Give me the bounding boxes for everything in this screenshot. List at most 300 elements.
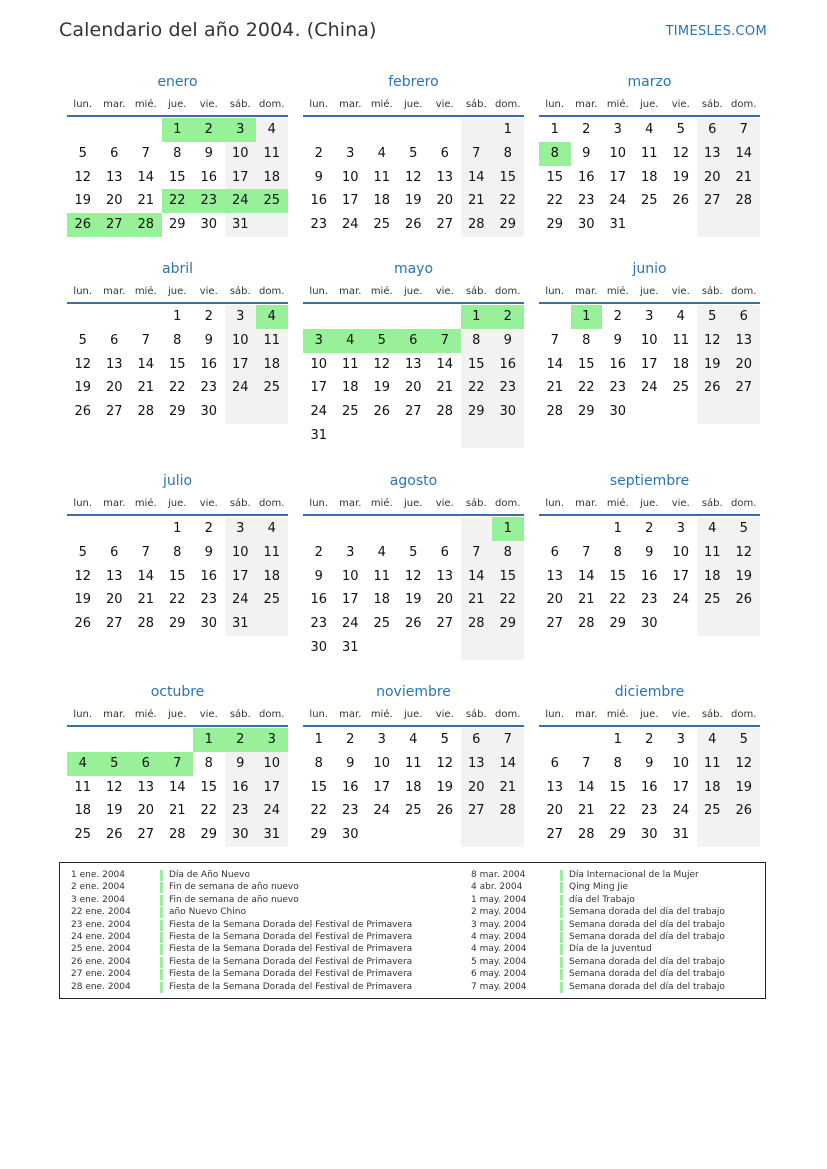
day-cell[interactable]: 2 [492, 305, 524, 329]
day-cell[interactable]: 25 [256, 376, 288, 400]
day-cell[interactable]: 19 [728, 565, 760, 589]
day-cell[interactable]: 1 [162, 118, 194, 142]
day-cell[interactable]: 16 [200, 568, 218, 584]
day-cell[interactable]: 29 [609, 827, 627, 843]
day-cell[interactable]: 23 [193, 189, 225, 213]
day-cell[interactable]: 13 [461, 752, 493, 776]
day-cell[interactable]: 5 [728, 517, 760, 541]
day-cell[interactable]: 2 [314, 145, 323, 161]
day-cell[interactable]: 5 [366, 329, 398, 353]
day-cell[interactable]: 7 [582, 544, 591, 560]
day-cell[interactable]: 19 [105, 803, 123, 819]
day-cell[interactable]: 17 [310, 380, 328, 396]
day-cell[interactable]: 6 [440, 544, 449, 560]
day-cell[interactable]: 2 [613, 309, 622, 324]
day-cell[interactable]: 30 [200, 217, 218, 233]
day-cell[interactable]: 29 [461, 400, 493, 424]
day-cell[interactable]: 19 [74, 592, 92, 608]
day-cell[interactable]: 29 [310, 827, 328, 843]
day-cell[interactable]: 2 [346, 732, 355, 747]
day-cell[interactable]: 17 [225, 166, 257, 190]
day-cell[interactable]: 8 [582, 332, 591, 348]
day-cell[interactable]: 21 [461, 189, 493, 213]
day-cell[interactable]: 8 [204, 755, 213, 771]
day-cell[interactable]: 9 [613, 332, 622, 348]
day-cell[interactable]: 27 [99, 213, 131, 237]
day-cell[interactable]: 24 [373, 803, 391, 819]
day-cell[interactable]: 11 [341, 356, 359, 372]
day-cell[interactable]: 1 [492, 517, 524, 541]
day-cell[interactable]: 30 [492, 400, 524, 424]
day-cell[interactable]: 18 [404, 779, 422, 795]
day-cell[interactable]: 1 [173, 521, 182, 536]
day-cell[interactable]: 24 [341, 616, 359, 632]
day-cell[interactable]: 20 [546, 592, 564, 608]
day-cell[interactable]: 28 [168, 827, 186, 843]
day-cell[interactable]: 21 [577, 592, 595, 608]
day-cell[interactable]: 11 [373, 169, 391, 185]
day-cell[interactable]: 24 [672, 803, 690, 819]
day-cell[interactable]: 3 [225, 305, 257, 329]
day-cell[interactable]: 1 [571, 305, 603, 329]
day-cell[interactable]: 24 [225, 588, 257, 612]
day-cell[interactable]: 3 [256, 728, 288, 752]
day-cell[interactable]: 16 [200, 356, 218, 372]
day-cell[interactable]: 19 [74, 380, 92, 396]
day-cell[interactable]: 1 [173, 309, 182, 324]
day-cell[interactable]: 7 [461, 142, 493, 166]
day-cell[interactable]: 3 [346, 145, 355, 161]
day-cell[interactable]: 9 [582, 145, 591, 161]
day-cell[interactable]: 3 [377, 732, 386, 747]
day-cell[interactable]: 12 [404, 169, 422, 185]
day-cell[interactable]: 23 [341, 803, 359, 819]
day-cell[interactable]: 27 [404, 404, 422, 420]
day-cell[interactable]: 4 [67, 752, 99, 776]
day-cell[interactable]: 17 [672, 568, 690, 584]
day-cell[interactable]: 13 [105, 169, 123, 185]
day-cell[interactable]: 9 [204, 544, 213, 560]
day-cell[interactable]: 3 [225, 517, 257, 541]
day-cell[interactable]: 21 [492, 776, 524, 800]
day-cell[interactable]: 2 [645, 521, 654, 536]
day-cell[interactable]: 25 [672, 380, 690, 396]
day-cell[interactable]: 6 [728, 305, 760, 329]
day-cell[interactable]: 9 [204, 332, 213, 348]
day-cell[interactable]: 2 [582, 122, 591, 137]
day-cell[interactable]: 8 [314, 755, 323, 771]
day-cell[interactable]: 13 [137, 779, 155, 795]
day-cell[interactable]: 16 [609, 356, 627, 372]
day-cell[interactable]: 25 [404, 803, 422, 819]
day-cell[interactable]: 25 [640, 193, 658, 209]
day-cell[interactable]: 21 [577, 803, 595, 819]
day-cell[interactable]: 6 [130, 752, 162, 776]
day-cell[interactable]: 3 [225, 118, 257, 142]
day-cell[interactable]: 4 [377, 544, 386, 560]
day-cell[interactable]: 18 [256, 565, 288, 589]
day-cell[interactable]: 7 [141, 145, 150, 161]
day-cell[interactable]: 21 [461, 588, 493, 612]
day-cell[interactable]: 12 [697, 329, 729, 353]
day-cell[interactable]: 25 [256, 189, 288, 213]
day-cell[interactable]: 12 [672, 145, 690, 161]
site-link[interactable]: TIMESLES.COM [665, 24, 767, 39]
day-cell[interactable]: 31 [256, 823, 288, 847]
day-cell[interactable]: 12 [728, 752, 760, 776]
day-cell[interactable]: 6 [110, 145, 119, 161]
day-cell[interactable]: 23 [200, 380, 218, 396]
day-cell[interactable]: 29 [609, 616, 627, 632]
day-cell[interactable]: 21 [137, 380, 155, 396]
day-cell[interactable]: 27 [137, 827, 155, 843]
day-cell[interactable]: 19 [728, 776, 760, 800]
day-cell[interactable]: 10 [672, 755, 690, 771]
day-cell[interactable]: 28 [577, 827, 595, 843]
day-cell[interactable]: 29 [200, 827, 218, 843]
day-cell[interactable]: 27 [546, 827, 564, 843]
day-cell[interactable]: 10 [225, 541, 257, 565]
day-cell[interactable]: 22 [492, 588, 524, 612]
day-cell[interactable]: 12 [74, 169, 92, 185]
day-cell[interactable]: 3 [303, 329, 335, 353]
day-cell[interactable]: 5 [99, 752, 131, 776]
day-cell[interactable]: 29 [168, 404, 186, 420]
day-cell[interactable]: 17 [341, 592, 359, 608]
day-cell[interactable]: 4 [409, 732, 418, 747]
day-cell[interactable]: 3 [676, 732, 685, 747]
day-cell[interactable]: 11 [697, 752, 729, 776]
day-cell[interactable]: 4 [377, 145, 386, 161]
day-cell[interactable]: 28 [436, 404, 454, 420]
day-cell[interactable]: 14 [137, 169, 155, 185]
day-cell[interactable]: 15 [200, 779, 218, 795]
day-cell[interactable]: 17 [256, 776, 288, 800]
day-cell[interactable]: 3 [346, 544, 355, 560]
day-cell[interactable]: 16 [200, 169, 218, 185]
day-cell[interactable]: 6 [461, 728, 493, 752]
day-cell[interactable]: 21 [137, 193, 155, 209]
day-cell[interactable]: 15 [492, 166, 524, 190]
day-cell[interactable]: 16 [310, 193, 328, 209]
day-cell[interactable]: 14 [436, 356, 454, 372]
day-cell[interactable]: 21 [137, 592, 155, 608]
day-cell[interactable]: 23 [200, 592, 218, 608]
day-cell[interactable]: 14 [546, 356, 564, 372]
day-cell[interactable]: 16 [225, 776, 257, 800]
day-cell[interactable]: 5 [676, 122, 685, 137]
day-cell[interactable]: 27 [461, 799, 493, 823]
day-cell[interactable]: 9 [645, 755, 654, 771]
day-cell[interactable]: 26 [74, 616, 92, 632]
day-cell[interactable]: 14 [461, 565, 493, 589]
day-cell[interactable]: 2 [645, 732, 654, 747]
day-cell[interactable]: 16 [492, 353, 524, 377]
day-cell[interactable]: 11 [256, 541, 288, 565]
day-cell[interactable]: 16 [310, 592, 328, 608]
day-cell[interactable]: 18 [373, 592, 391, 608]
day-cell[interactable]: 7 [141, 332, 150, 348]
day-cell[interactable]: 4 [256, 517, 288, 541]
day-cell[interactable]: 25 [697, 588, 729, 612]
day-cell[interactable]: 12 [436, 755, 454, 771]
day-cell[interactable]: 29 [546, 217, 564, 233]
day-cell[interactable]: 8 [461, 329, 493, 353]
day-cell[interactable]: 27 [697, 189, 729, 213]
day-cell[interactable]: 17 [341, 193, 359, 209]
day-cell[interactable]: 23 [640, 592, 658, 608]
day-cell[interactable]: 19 [404, 592, 422, 608]
day-cell[interactable]: 20 [105, 380, 123, 396]
day-cell[interactable]: 5 [728, 728, 760, 752]
day-cell[interactable]: 24 [310, 404, 328, 420]
day-cell[interactable]: 7 [461, 541, 493, 565]
day-cell[interactable]: 14 [461, 166, 493, 190]
day-cell[interactable]: 19 [373, 380, 391, 396]
day-cell[interactable]: 8 [492, 541, 524, 565]
day-cell[interactable]: 17 [225, 565, 257, 589]
day-cell[interactable]: 20 [697, 166, 729, 190]
day-cell[interactable]: 26 [404, 616, 422, 632]
day-cell[interactable]: 19 [436, 779, 454, 795]
day-cell[interactable]: 27 [546, 616, 564, 632]
day-cell[interactable]: 11 [640, 145, 658, 161]
day-cell[interactable]: 4 [256, 118, 288, 142]
day-cell[interactable]: 4 [697, 728, 729, 752]
day-cell[interactable]: 26 [67, 213, 99, 237]
day-cell[interactable]: 9 [346, 755, 355, 771]
day-cell[interactable]: 15 [310, 779, 328, 795]
day-cell[interactable]: 18 [697, 565, 729, 589]
day-cell[interactable]: 6 [110, 544, 119, 560]
day-cell[interactable]: 27 [105, 616, 123, 632]
day-cell[interactable]: 18 [640, 169, 658, 185]
day-cell[interactable]: 13 [546, 568, 564, 584]
day-cell[interactable]: 9 [314, 568, 323, 584]
day-cell[interactable]: 13 [105, 356, 123, 372]
day-cell[interactable]: 28 [461, 213, 493, 237]
day-cell[interactable]: 16 [640, 779, 658, 795]
day-cell[interactable]: 1 [613, 732, 622, 747]
day-cell[interactable]: 2 [204, 521, 213, 536]
day-cell[interactable]: 30 [310, 639, 328, 655]
day-cell[interactable]: 21 [168, 803, 186, 819]
day-cell[interactable]: 28 [492, 799, 524, 823]
day-cell[interactable]: 13 [728, 329, 760, 353]
day-cell[interactable]: 30 [609, 404, 627, 420]
day-cell[interactable]: 3 [645, 309, 654, 324]
day-cell[interactable]: 15 [546, 169, 564, 185]
day-cell[interactable]: 1 [613, 521, 622, 536]
day-cell[interactable]: 18 [256, 166, 288, 190]
day-cell[interactable]: 26 [697, 376, 729, 400]
day-cell[interactable]: 28 [728, 189, 760, 213]
day-cell[interactable]: 5 [409, 544, 418, 560]
day-cell[interactable]: 10 [256, 752, 288, 776]
day-cell[interactable]: 22 [492, 189, 524, 213]
day-cell[interactable]: 6 [398, 329, 430, 353]
day-cell[interactable]: 10 [609, 145, 627, 161]
day-cell[interactable]: 8 [173, 332, 182, 348]
day-cell[interactable]: 15 [577, 356, 595, 372]
day-cell[interactable]: 31 [225, 612, 257, 636]
day-cell[interactable]: 18 [672, 356, 690, 372]
day-cell[interactable]: 4 [645, 122, 654, 137]
day-cell[interactable]: 21 [436, 380, 454, 396]
day-cell[interactable]: 26 [436, 803, 454, 819]
day-cell[interactable]: 4 [256, 305, 288, 329]
day-cell[interactable]: 2 [204, 309, 213, 324]
day-cell[interactable]: 9 [645, 544, 654, 560]
day-cell[interactable]: 29 [168, 217, 186, 233]
day-cell[interactable]: 26 [728, 588, 760, 612]
day-cell[interactable]: 8 [613, 544, 622, 560]
day-cell[interactable]: 6 [110, 332, 119, 348]
day-cell[interactable]: 20 [105, 592, 123, 608]
day-cell[interactable]: 20 [404, 380, 422, 396]
day-cell[interactable]: 19 [672, 169, 690, 185]
day-cell[interactable]: 1 [461, 305, 493, 329]
day-cell[interactable]: 2 [225, 728, 257, 752]
day-cell[interactable]: 16 [341, 779, 359, 795]
day-cell[interactable]: 23 [577, 193, 595, 209]
day-cell[interactable]: 17 [373, 779, 391, 795]
day-cell[interactable]: 11 [256, 329, 288, 353]
day-cell[interactable]: 11 [404, 755, 422, 771]
day-cell[interactable]: 23 [609, 380, 627, 396]
day-cell[interactable]: 17 [225, 353, 257, 377]
day-cell[interactable]: 22 [609, 803, 627, 819]
day-cell[interactable]: 8 [613, 755, 622, 771]
day-cell[interactable]: 26 [672, 193, 690, 209]
day-cell[interactable]: 25 [256, 588, 288, 612]
day-cell[interactable]: 14 [137, 356, 155, 372]
day-cell[interactable]: 30 [341, 827, 359, 843]
day-cell[interactable]: 19 [74, 193, 92, 209]
day-cell[interactable]: 9 [204, 145, 213, 161]
day-cell[interactable]: 12 [404, 568, 422, 584]
day-cell[interactable]: 5 [78, 544, 87, 560]
day-cell[interactable]: 12 [105, 779, 123, 795]
day-cell[interactable]: 24 [609, 193, 627, 209]
day-cell[interactable]: 15 [168, 356, 186, 372]
day-cell[interactable]: 7 [492, 728, 524, 752]
day-cell[interactable]: 13 [105, 568, 123, 584]
day-cell[interactable]: 11 [672, 332, 690, 348]
day-cell[interactable]: 11 [697, 541, 729, 565]
day-cell[interactable]: 22 [461, 376, 493, 400]
day-cell[interactable]: 4 [697, 517, 729, 541]
day-cell[interactable]: 15 [168, 169, 186, 185]
day-cell[interactable]: 8 [492, 142, 524, 166]
day-cell[interactable]: 26 [728, 799, 760, 823]
day-cell[interactable]: 13 [436, 169, 454, 185]
day-cell[interactable]: 5 [78, 145, 87, 161]
day-cell[interactable]: 17 [609, 169, 627, 185]
day-cell[interactable]: 7 [141, 544, 150, 560]
day-cell[interactable]: 8 [539, 142, 571, 166]
day-cell[interactable]: 18 [341, 380, 359, 396]
day-cell[interactable]: 6 [697, 118, 729, 142]
day-cell[interactable]: 26 [105, 827, 123, 843]
day-cell[interactable]: 12 [74, 356, 92, 372]
day-cell[interactable]: 7 [582, 755, 591, 771]
day-cell[interactable]: 24 [640, 380, 658, 396]
day-cell[interactable]: 21 [728, 166, 760, 190]
day-cell[interactable]: 28 [137, 616, 155, 632]
day-cell[interactable]: 15 [492, 565, 524, 589]
day-cell[interactable]: 20 [436, 592, 454, 608]
day-cell[interactable]: 18 [256, 353, 288, 377]
day-cell[interactable]: 18 [697, 776, 729, 800]
day-cell[interactable]: 7 [162, 752, 194, 776]
day-cell[interactable]: 1 [193, 728, 225, 752]
day-cell[interactable]: 10 [310, 356, 328, 372]
day-cell[interactable]: 25 [373, 616, 391, 632]
day-cell[interactable]: 30 [200, 616, 218, 632]
day-cell[interactable]: 17 [640, 356, 658, 372]
day-cell[interactable]: 4 [676, 309, 685, 324]
day-cell[interactable]: 22 [168, 592, 186, 608]
day-cell[interactable]: 22 [168, 380, 186, 396]
day-cell[interactable]: 5 [78, 332, 87, 348]
day-cell[interactable]: 30 [577, 217, 595, 233]
day-cell[interactable]: 10 [373, 755, 391, 771]
day-cell[interactable]: 25 [373, 217, 391, 233]
day-cell[interactable]: 24 [672, 592, 690, 608]
day-cell[interactable]: 14 [577, 568, 595, 584]
day-cell[interactable]: 9 [225, 752, 257, 776]
day-cell[interactable]: 30 [200, 404, 218, 420]
day-cell[interactable]: 24 [225, 376, 257, 400]
day-cell[interactable]: 6 [550, 544, 559, 560]
day-cell[interactable]: 16 [640, 568, 658, 584]
day-cell[interactable]: 8 [173, 544, 182, 560]
day-cell[interactable]: 10 [225, 142, 257, 166]
day-cell[interactable]: 28 [130, 213, 162, 237]
day-cell[interactable]: 6 [440, 145, 449, 161]
day-cell[interactable]: 5 [697, 305, 729, 329]
day-cell[interactable]: 5 [440, 732, 449, 747]
day-cell[interactable]: 14 [137, 568, 155, 584]
day-cell[interactable]: 2 [314, 544, 323, 560]
day-cell[interactable]: 10 [640, 332, 658, 348]
day-cell[interactable]: 14 [577, 779, 595, 795]
day-cell[interactable]: 24 [256, 799, 288, 823]
day-cell[interactable]: 14 [492, 752, 524, 776]
day-cell[interactable]: 23 [225, 799, 257, 823]
day-cell[interactable]: 8 [173, 145, 182, 161]
day-cell[interactable]: 3 [676, 521, 685, 536]
day-cell[interactable]: 23 [310, 616, 328, 632]
day-cell[interactable]: 26 [373, 404, 391, 420]
day-cell[interactable]: 15 [609, 568, 627, 584]
day-cell[interactable]: 31 [310, 427, 328, 443]
day-cell[interactable]: 19 [697, 353, 729, 377]
day-cell[interactable]: 11 [373, 568, 391, 584]
day-cell[interactable]: 7 [550, 332, 559, 348]
day-cell[interactable]: 22 [162, 189, 194, 213]
day-cell[interactable]: 22 [200, 803, 218, 819]
day-cell[interactable]: 23 [640, 803, 658, 819]
day-cell[interactable]: 29 [492, 612, 524, 636]
day-cell[interactable]: 30 [640, 616, 658, 632]
day-cell[interactable]: 31 [341, 639, 359, 655]
day-cell[interactable]: 30 [640, 827, 658, 843]
day-cell[interactable]: 18 [373, 193, 391, 209]
day-cell[interactable]: 29 [492, 213, 524, 237]
day-cell[interactable]: 22 [546, 193, 564, 209]
